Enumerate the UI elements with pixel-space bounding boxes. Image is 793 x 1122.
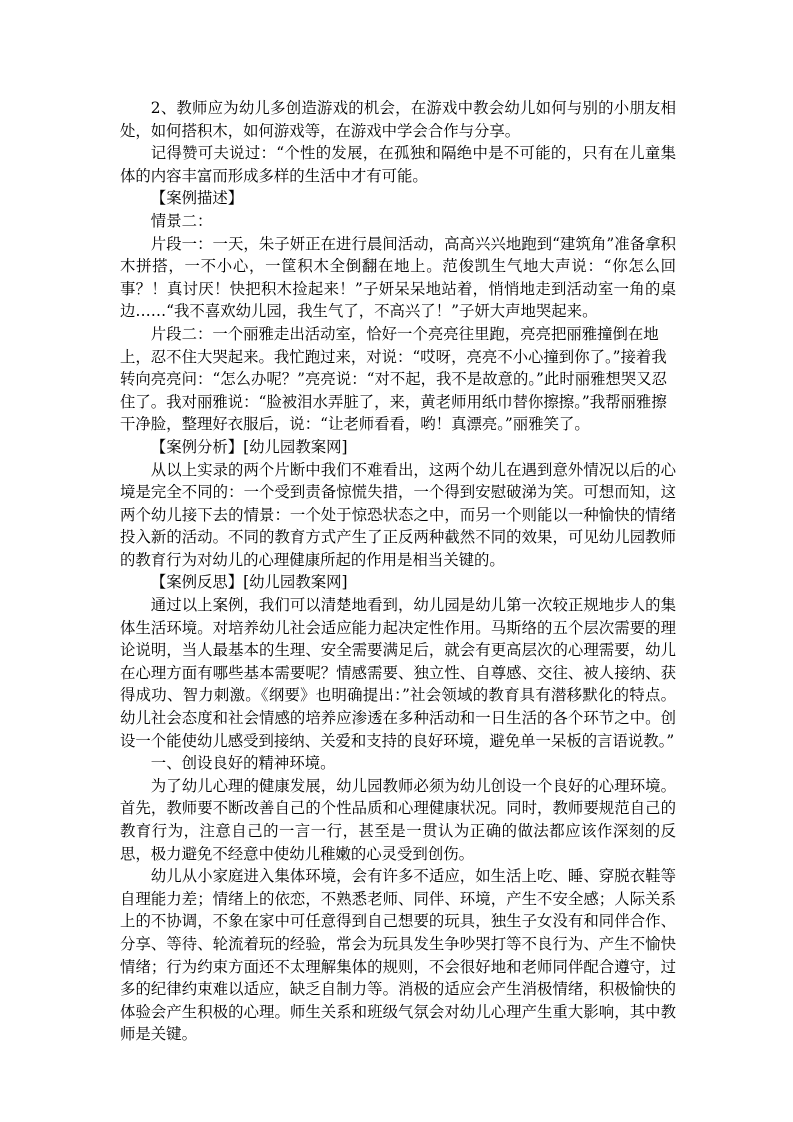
- paragraph-zankov-quote: 记得赞可夫说过：“个性的发展，在孤独和隔绝中是不可能的，只有在儿童集体的内容丰富而形成多样的生活中才有可能。: [120, 144, 676, 185]
- heading-case-description: 【案例描述】: [150, 189, 244, 208]
- paragraph-segment-two: 片段二：一个丽雅走出活动室，恰好一个亮亮往里跑，亮亮把丽雅撞倒在地上，忍不住大哭起来。我忙跑过来，对说：“哎呀，亮亮不小心撞到你了。”接着我转向亮亮问：“怎么办呢？”亮亮说：“对不起，我不是故意的。”此时丽雅想哭又忍住了。我对丽雅说：“脸被泪水弄脏了，来，黄老师用纸巾替你擦擦。”我帮丽雅擦干净脸，整理好衣服后，说：“让老师看看，哟！真漂亮。”丽雅笑了。: [120, 324, 668, 434]
- heading-case-reflection: 【案例反思】[幼儿园教案网]: [150, 573, 348, 592]
- label-scenario-two: 情景二：: [150, 211, 213, 230]
- paragraph-mental-environment: 为了幼儿心理的健康发展，幼儿园教师必须为幼儿创设一个良好的心理环境。首先，教师要不断改善自己的个性品质和心理健康状况。同时，教师要规范自己的教育行为，注意自己的一言一行，甚至是一贯认为正确的做法都应该作深刻的反思，极力避免不经意中使幼儿稚嫩的心灵受到创伤。: [120, 776, 676, 863]
- paragraph-reflection: 通过以上案例，我们可以清楚地看到，幼儿园是幼儿第一次较正规地步人的集体生活环境。对培养幼儿社会适应能力起决定性作用。马斯络的五个层次需要的理论说明，当人最基本的生理、安全需要满足后，就会有更高层次的心理需要，幼儿在心理方面有哪些基本需要呢？情感需要、独立性、自尊感、交往、被人接纳、获得成功、智力刺激。《纲要》也明确提出：”社会领域的教育具有潜移默化的特点。幼儿社会态度和社会情感的培养应渗透在多种活动和一日生活的各个环节之中。创设一个能使幼儿感受到接纳、关爱和支持的良好环境，避免单一呆板的言语说教。”: [120, 596, 676, 750]
- document-page: [120, 97, 676, 1046]
- heading-case-analysis: 【案例分析】[幼儿园教案网]: [150, 437, 348, 456]
- paragraph-adaptation: 幼儿从小家庭进入集体环境，会有许多不适应，如生活上吃、睡、穿脱衣鞋等自理能力差；情绪上的依恋，不熟悉老师、同伴、环境，产生不安全感；人际关系上的不协调，不象在家中可任意得到自己想要的玩具，独生子女没有和同伴合作、分享、等待、轮流着玩的经验，常会为玩具发生争吵哭打等不良行为、产生不愉快情绪；行为约束方面还不太理解集体的规则，不会很好地和老师同伴配合遵守，过多的纪律约束难以适应，缺乏自制力等。消极的适应会产生消极情绪，积极愉快的体验会产生积极的心理。师生关系和班级气氛会对幼儿心理产生重大影响，其中教师是关键。: [120, 867, 676, 1044]
- paragraph-analysis: 从以上实录的两个片断中我们不难看出，这两个幼儿在遇到意外情况以后的心境是完全不同的：一个受到责备惊慌失措，一个得到安慰破涕为笑。可想而知，这两个幼儿接下去的情景：一个处于惊恐状态之中，而另一个则能以一种愉快的情绪投入新的活动。不同的教育方式产生了正反两种截然不同的效果，可见幼儿园教师的教育行为对幼儿的心理健康所起的作用是相当关键的。: [120, 460, 676, 569]
- paragraph-game-opportunity: 2、教师应为幼儿多创造游戏的机会，在游戏中教会幼儿如何与别的小朋友相处，如何搭积木，如何游戏等，在游戏中学会合作与分享。: [120, 99, 676, 140]
- heading-section-one: 一、创设良好的精神环境。: [150, 754, 336, 773]
- paragraph-segment-one: 片段一：一天，朱子妍正在进行晨间活动，高高兴兴地跑到“建筑角”准备拿积木拼搭，一不小心，一筐积木全倒翻在地上。范俊凯生气地大声说：“你怎么回事？！真讨厌！快把积木捡起来！”子妍呆呆地站着，悄悄地走到活动室一角的桌边……“我不喜欢幼儿园，我生气了，不高兴了！”子妍大声地哭起来。: [120, 234, 676, 321]
